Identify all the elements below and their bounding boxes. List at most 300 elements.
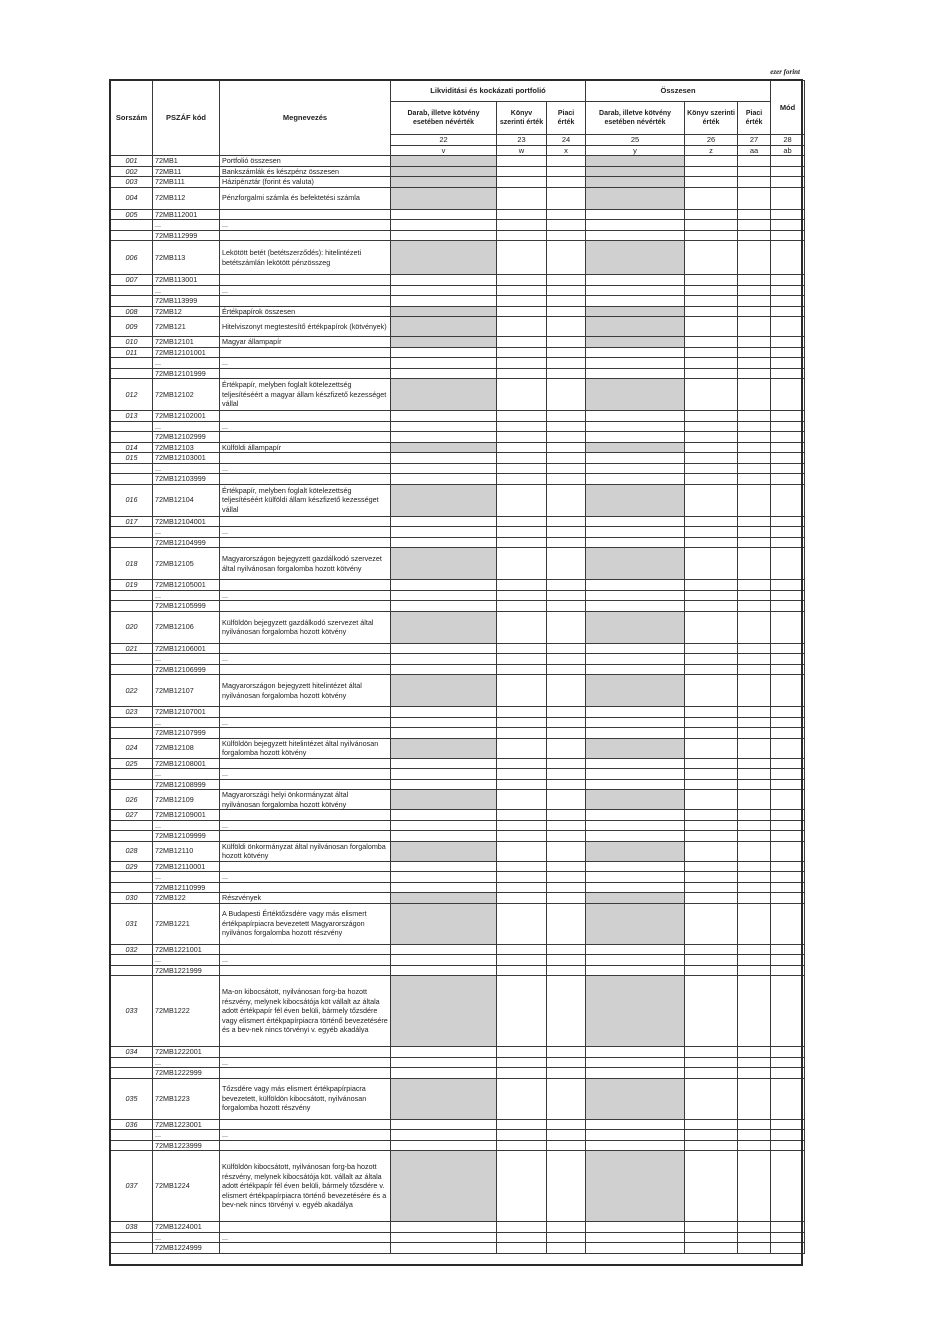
cell-mod[interactable]	[771, 580, 805, 591]
cell-piaci-osszesen[interactable]	[738, 717, 771, 728]
cell-piaci-osszesen[interactable]	[738, 177, 771, 188]
cell-piaci-osszesen[interactable]	[738, 1222, 771, 1233]
cell-piaci-osszesen[interactable]	[738, 484, 771, 516]
cell-konyv-osszesen[interactable]	[685, 675, 738, 707]
cell-darab-osszesen[interactable]	[586, 769, 685, 780]
cell-darab-portfolio[interactable]	[391, 516, 497, 527]
cell-piaci-portfolio[interactable]	[547, 463, 586, 474]
cell-piaci-portfolio[interactable]	[547, 421, 586, 432]
cell-piaci-portfolio[interactable]	[547, 516, 586, 527]
cell-mod[interactable]	[771, 537, 805, 548]
cell-konyv-osszesen[interactable]	[685, 1119, 738, 1130]
cell-darab-osszesen[interactable]	[586, 1078, 685, 1119]
cell-konyv-osszesen[interactable]	[685, 707, 738, 718]
cell-konyv-portfolio[interactable]	[497, 230, 547, 241]
cell-piaci-portfolio[interactable]	[547, 187, 586, 209]
cell-konyv-osszesen[interactable]	[685, 209, 738, 220]
cell-darab-osszesen[interactable]	[586, 1232, 685, 1243]
cell-piaci-portfolio[interactable]	[547, 474, 586, 485]
cell-darab-portfolio[interactable]	[391, 580, 497, 591]
cell-piaci-osszesen[interactable]	[738, 738, 771, 758]
cell-konyv-portfolio[interactable]	[497, 241, 547, 275]
cell-konyv-osszesen[interactable]	[685, 187, 738, 209]
cell-konyv-osszesen[interactable]	[685, 166, 738, 177]
cell-piaci-osszesen[interactable]	[738, 1130, 771, 1141]
cell-piaci-portfolio[interactable]	[547, 166, 586, 177]
cell-darab-osszesen[interactable]	[586, 1068, 685, 1079]
cell-piaci-osszesen[interactable]	[738, 1057, 771, 1068]
cell-mod[interactable]	[771, 1119, 805, 1130]
cell-darab-osszesen[interactable]	[586, 955, 685, 966]
cell-konyv-osszesen[interactable]	[685, 275, 738, 286]
cell-darab-portfolio[interactable]	[391, 1222, 497, 1233]
cell-konyv-osszesen[interactable]	[685, 1140, 738, 1151]
cell-piaci-osszesen[interactable]	[738, 664, 771, 675]
cell-konyv-portfolio[interactable]	[497, 177, 547, 188]
cell-piaci-portfolio[interactable]	[547, 664, 586, 675]
cell-piaci-osszesen[interactable]	[738, 537, 771, 548]
cell-darab-osszesen[interactable]	[586, 347, 685, 358]
cell-piaci-portfolio[interactable]	[547, 611, 586, 643]
cell-darab-portfolio[interactable]	[391, 643, 497, 654]
cell-darab-portfolio[interactable]	[391, 831, 497, 842]
cell-darab-portfolio[interactable]	[391, 944, 497, 955]
cell-piaci-portfolio[interactable]	[547, 527, 586, 538]
cell-konyv-portfolio[interactable]	[497, 421, 547, 432]
cell-darab-portfolio[interactable]	[391, 337, 497, 348]
cell-mod[interactable]	[771, 548, 805, 580]
cell-darab-osszesen[interactable]	[586, 675, 685, 707]
cell-darab-portfolio[interactable]	[391, 1151, 497, 1222]
cell-darab-portfolio[interactable]	[391, 664, 497, 675]
cell-darab-osszesen[interactable]	[586, 944, 685, 955]
cell-konyv-portfolio[interactable]	[497, 1243, 547, 1254]
cell-darab-portfolio[interactable]	[391, 1232, 497, 1243]
cell-mod[interactable]	[771, 306, 805, 317]
cell-piaci-osszesen[interactable]	[738, 779, 771, 790]
cell-piaci-portfolio[interactable]	[547, 903, 586, 944]
cell-konyv-osszesen[interactable]	[685, 1047, 738, 1058]
cell-konyv-osszesen[interactable]	[685, 861, 738, 872]
cell-piaci-osszesen[interactable]	[738, 275, 771, 286]
cell-mod[interactable]	[771, 421, 805, 432]
cell-konyv-portfolio[interactable]	[497, 1047, 547, 1058]
cell-konyv-osszesen[interactable]	[685, 643, 738, 654]
cell-konyv-portfolio[interactable]	[497, 187, 547, 209]
cell-darab-portfolio[interactable]	[391, 187, 497, 209]
cell-piaci-portfolio[interactable]	[547, 1047, 586, 1058]
cell-piaci-osszesen[interactable]	[738, 643, 771, 654]
cell-piaci-portfolio[interactable]	[547, 944, 586, 955]
cell-mod[interactable]	[771, 769, 805, 780]
cell-piaci-osszesen[interactable]	[738, 820, 771, 831]
cell-darab-osszesen[interactable]	[586, 474, 685, 485]
cell-konyv-portfolio[interactable]	[497, 442, 547, 453]
cell-konyv-portfolio[interactable]	[497, 432, 547, 443]
cell-darab-portfolio[interactable]	[391, 209, 497, 220]
cell-darab-osszesen[interactable]	[586, 820, 685, 831]
cell-piaci-osszesen[interactable]	[738, 230, 771, 241]
cell-konyv-osszesen[interactable]	[685, 664, 738, 675]
cell-piaci-osszesen[interactable]	[738, 810, 771, 821]
cell-piaci-osszesen[interactable]	[738, 241, 771, 275]
cell-konyv-portfolio[interactable]	[497, 882, 547, 893]
cell-piaci-portfolio[interactable]	[547, 317, 586, 337]
cell-konyv-portfolio[interactable]	[497, 296, 547, 307]
cell-piaci-osszesen[interactable]	[738, 411, 771, 422]
cell-piaci-osszesen[interactable]	[738, 442, 771, 453]
cell-konyv-portfolio[interactable]	[497, 580, 547, 591]
cell-konyv-osszesen[interactable]	[685, 1068, 738, 1079]
cell-mod[interactable]	[771, 241, 805, 275]
cell-konyv-portfolio[interactable]	[497, 453, 547, 464]
cell-piaci-osszesen[interactable]	[738, 432, 771, 443]
cell-piaci-osszesen[interactable]	[738, 1151, 771, 1222]
cell-piaci-portfolio[interactable]	[547, 707, 586, 718]
cell-konyv-portfolio[interactable]	[497, 1232, 547, 1243]
cell-piaci-osszesen[interactable]	[738, 187, 771, 209]
cell-mod[interactable]	[771, 944, 805, 955]
cell-darab-portfolio[interactable]	[391, 955, 497, 966]
cell-mod[interactable]	[771, 872, 805, 883]
cell-piaci-osszesen[interactable]	[738, 976, 771, 1047]
cell-mod[interactable]	[771, 230, 805, 241]
cell-darab-osszesen[interactable]	[586, 241, 685, 275]
cell-konyv-portfolio[interactable]	[497, 411, 547, 422]
cell-mod[interactable]	[771, 643, 805, 654]
cell-konyv-osszesen[interactable]	[685, 758, 738, 769]
cell-konyv-osszesen[interactable]	[685, 432, 738, 443]
cell-konyv-portfolio[interactable]	[497, 769, 547, 780]
cell-konyv-osszesen[interactable]	[685, 317, 738, 337]
cell-darab-portfolio[interactable]	[391, 965, 497, 976]
cell-konyv-osszesen[interactable]	[685, 1232, 738, 1243]
cell-darab-osszesen[interactable]	[586, 872, 685, 883]
cell-darab-osszesen[interactable]	[586, 209, 685, 220]
cell-piaci-portfolio[interactable]	[547, 861, 586, 872]
cell-piaci-osszesen[interactable]	[738, 347, 771, 358]
cell-mod[interactable]	[771, 516, 805, 527]
cell-piaci-portfolio[interactable]	[547, 230, 586, 241]
cell-konyv-portfolio[interactable]	[497, 220, 547, 231]
cell-konyv-portfolio[interactable]	[497, 955, 547, 966]
cell-piaci-osszesen[interactable]	[738, 1140, 771, 1151]
cell-konyv-portfolio[interactable]	[497, 474, 547, 485]
cell-darab-portfolio[interactable]	[391, 1068, 497, 1079]
cell-konyv-portfolio[interactable]	[497, 358, 547, 369]
cell-piaci-portfolio[interactable]	[547, 1232, 586, 1243]
cell-darab-portfolio[interactable]	[391, 306, 497, 317]
cell-piaci-osszesen[interactable]	[738, 296, 771, 307]
cell-darab-osszesen[interactable]	[586, 654, 685, 665]
cell-piaci-osszesen[interactable]	[738, 317, 771, 337]
cell-mod[interactable]	[771, 527, 805, 538]
cell-konyv-osszesen[interactable]	[685, 790, 738, 810]
cell-piaci-portfolio[interactable]	[547, 453, 586, 464]
cell-konyv-osszesen[interactable]	[685, 285, 738, 296]
cell-piaci-portfolio[interactable]	[547, 717, 586, 728]
cell-piaci-portfolio[interactable]	[547, 1151, 586, 1222]
cell-mod[interactable]	[771, 209, 805, 220]
cell-mod[interactable]	[771, 1140, 805, 1151]
cell-piaci-portfolio[interactable]	[547, 1057, 586, 1068]
cell-darab-portfolio[interactable]	[391, 1047, 497, 1058]
cell-piaci-portfolio[interactable]	[547, 548, 586, 580]
cell-konyv-osszesen[interactable]	[685, 976, 738, 1047]
cell-mod[interactable]	[771, 728, 805, 739]
cell-darab-osszesen[interactable]	[586, 537, 685, 548]
cell-mod[interactable]	[771, 285, 805, 296]
cell-mod[interactable]	[771, 1232, 805, 1243]
cell-darab-osszesen[interactable]	[586, 1222, 685, 1233]
cell-piaci-osszesen[interactable]	[738, 861, 771, 872]
cell-piaci-osszesen[interactable]	[738, 611, 771, 643]
cell-mod[interactable]	[771, 474, 805, 485]
cell-darab-osszesen[interactable]	[586, 810, 685, 821]
cell-darab-osszesen[interactable]	[586, 1057, 685, 1068]
cell-darab-portfolio[interactable]	[391, 368, 497, 379]
cell-mod[interactable]	[771, 601, 805, 612]
cell-piaci-portfolio[interactable]	[547, 831, 586, 842]
cell-piaci-osszesen[interactable]	[738, 285, 771, 296]
cell-darab-portfolio[interactable]	[391, 1119, 497, 1130]
cell-konyv-osszesen[interactable]	[685, 527, 738, 538]
cell-darab-osszesen[interactable]	[586, 590, 685, 601]
cell-konyv-osszesen[interactable]	[685, 654, 738, 665]
cell-mod[interactable]	[771, 432, 805, 443]
cell-piaci-osszesen[interactable]	[738, 831, 771, 842]
cell-mod[interactable]	[771, 1057, 805, 1068]
cell-piaci-portfolio[interactable]	[547, 601, 586, 612]
cell-konyv-portfolio[interactable]	[497, 379, 547, 411]
cell-darab-osszesen[interactable]	[586, 643, 685, 654]
cell-darab-osszesen[interactable]	[586, 368, 685, 379]
cell-darab-osszesen[interactable]	[586, 738, 685, 758]
cell-konyv-portfolio[interactable]	[497, 664, 547, 675]
cell-darab-portfolio[interactable]	[391, 654, 497, 665]
cell-konyv-osszesen[interactable]	[685, 893, 738, 904]
cell-darab-portfolio[interactable]	[391, 156, 497, 167]
cell-konyv-osszesen[interactable]	[685, 241, 738, 275]
cell-darab-osszesen[interactable]	[586, 484, 685, 516]
cell-mod[interactable]	[771, 1151, 805, 1222]
cell-darab-portfolio[interactable]	[391, 717, 497, 728]
cell-darab-osszesen[interactable]	[586, 707, 685, 718]
cell-darab-portfolio[interactable]	[391, 976, 497, 1047]
cell-konyv-portfolio[interactable]	[497, 872, 547, 883]
cell-konyv-osszesen[interactable]	[685, 516, 738, 527]
cell-konyv-portfolio[interactable]	[497, 758, 547, 769]
cell-mod[interactable]	[771, 965, 805, 976]
cell-piaci-osszesen[interactable]	[738, 590, 771, 601]
cell-darab-osszesen[interactable]	[586, 411, 685, 422]
cell-piaci-osszesen[interactable]	[738, 527, 771, 538]
cell-darab-osszesen[interactable]	[586, 432, 685, 443]
cell-darab-portfolio[interactable]	[391, 474, 497, 485]
cell-konyv-portfolio[interactable]	[497, 1222, 547, 1233]
cell-piaci-portfolio[interactable]	[547, 790, 586, 810]
cell-mod[interactable]	[771, 358, 805, 369]
cell-mod[interactable]	[771, 590, 805, 601]
cell-konyv-portfolio[interactable]	[497, 317, 547, 337]
cell-konyv-osszesen[interactable]	[685, 717, 738, 728]
cell-konyv-osszesen[interactable]	[685, 1222, 738, 1233]
cell-konyv-portfolio[interactable]	[497, 527, 547, 538]
cell-piaci-portfolio[interactable]	[547, 841, 586, 861]
cell-piaci-portfolio[interactable]	[547, 347, 586, 358]
cell-mod[interactable]	[771, 841, 805, 861]
cell-konyv-portfolio[interactable]	[497, 337, 547, 348]
cell-piaci-portfolio[interactable]	[547, 965, 586, 976]
cell-piaci-portfolio[interactable]	[547, 442, 586, 453]
cell-piaci-osszesen[interactable]	[738, 453, 771, 464]
cell-konyv-portfolio[interactable]	[497, 611, 547, 643]
cell-darab-osszesen[interactable]	[586, 548, 685, 580]
cell-piaci-osszesen[interactable]	[738, 368, 771, 379]
cell-mod[interactable]	[771, 1068, 805, 1079]
cell-darab-osszesen[interactable]	[586, 893, 685, 904]
cell-piaci-osszesen[interactable]	[738, 872, 771, 883]
cell-darab-osszesen[interactable]	[586, 601, 685, 612]
cell-konyv-osszesen[interactable]	[685, 769, 738, 780]
cell-mod[interactable]	[771, 220, 805, 231]
cell-piaci-portfolio[interactable]	[547, 590, 586, 601]
cell-piaci-osszesen[interactable]	[738, 580, 771, 591]
cell-darab-osszesen[interactable]	[586, 230, 685, 241]
cell-konyv-portfolio[interactable]	[497, 717, 547, 728]
cell-piaci-osszesen[interactable]	[738, 893, 771, 904]
cell-mod[interactable]	[771, 779, 805, 790]
cell-konyv-osszesen[interactable]	[685, 177, 738, 188]
cell-konyv-portfolio[interactable]	[497, 790, 547, 810]
cell-darab-osszesen[interactable]	[586, 1151, 685, 1222]
cell-mod[interactable]	[771, 166, 805, 177]
cell-darab-portfolio[interactable]	[391, 1130, 497, 1141]
cell-piaci-portfolio[interactable]	[547, 643, 586, 654]
cell-piaci-osszesen[interactable]	[738, 474, 771, 485]
cell-darab-osszesen[interactable]	[586, 758, 685, 769]
cell-darab-osszesen[interactable]	[586, 463, 685, 474]
cell-konyv-portfolio[interactable]	[497, 944, 547, 955]
cell-piaci-portfolio[interactable]	[547, 241, 586, 275]
cell-konyv-osszesen[interactable]	[685, 421, 738, 432]
cell-piaci-portfolio[interactable]	[547, 1130, 586, 1141]
cell-konyv-portfolio[interactable]	[497, 779, 547, 790]
cell-darab-portfolio[interactable]	[391, 810, 497, 821]
cell-darab-portfolio[interactable]	[391, 1243, 497, 1254]
cell-konyv-portfolio[interactable]	[497, 810, 547, 821]
cell-konyv-portfolio[interactable]	[497, 306, 547, 317]
cell-darab-portfolio[interactable]	[391, 220, 497, 231]
cell-piaci-portfolio[interactable]	[547, 275, 586, 286]
cell-piaci-portfolio[interactable]	[547, 296, 586, 307]
cell-darab-osszesen[interactable]	[586, 861, 685, 872]
cell-piaci-portfolio[interactable]	[547, 368, 586, 379]
cell-darab-osszesen[interactable]	[586, 1140, 685, 1151]
cell-darab-portfolio[interactable]	[391, 177, 497, 188]
cell-mod[interactable]	[771, 411, 805, 422]
cell-piaci-portfolio[interactable]	[547, 379, 586, 411]
cell-piaci-portfolio[interactable]	[547, 882, 586, 893]
cell-mod[interactable]	[771, 463, 805, 474]
cell-mod[interactable]	[771, 861, 805, 872]
cell-piaci-portfolio[interactable]	[547, 893, 586, 904]
cell-mod[interactable]	[771, 296, 805, 307]
cell-konyv-portfolio[interactable]	[497, 1119, 547, 1130]
cell-darab-portfolio[interactable]	[391, 537, 497, 548]
cell-piaci-osszesen[interactable]	[738, 358, 771, 369]
cell-darab-portfolio[interactable]	[391, 432, 497, 443]
cell-darab-portfolio[interactable]	[391, 861, 497, 872]
cell-piaci-portfolio[interactable]	[547, 177, 586, 188]
cell-darab-osszesen[interactable]	[586, 285, 685, 296]
cell-darab-osszesen[interactable]	[586, 275, 685, 286]
cell-darab-portfolio[interactable]	[391, 548, 497, 580]
cell-piaci-portfolio[interactable]	[547, 779, 586, 790]
cell-konyv-portfolio[interactable]	[497, 707, 547, 718]
cell-piaci-portfolio[interactable]	[547, 337, 586, 348]
cell-piaci-osszesen[interactable]	[738, 1119, 771, 1130]
cell-darab-portfolio[interactable]	[391, 442, 497, 453]
cell-mod[interactable]	[771, 1130, 805, 1141]
cell-konyv-osszesen[interactable]	[685, 442, 738, 453]
cell-darab-osszesen[interactable]	[586, 611, 685, 643]
cell-piaci-osszesen[interactable]	[738, 965, 771, 976]
cell-mod[interactable]	[771, 1078, 805, 1119]
cell-konyv-portfolio[interactable]	[497, 861, 547, 872]
cell-konyv-osszesen[interactable]	[685, 611, 738, 643]
cell-darab-portfolio[interactable]	[391, 790, 497, 810]
cell-mod[interactable]	[771, 275, 805, 286]
cell-piaci-portfolio[interactable]	[547, 220, 586, 231]
cell-darab-portfolio[interactable]	[391, 1078, 497, 1119]
cell-darab-portfolio[interactable]	[391, 590, 497, 601]
cell-konyv-osszesen[interactable]	[685, 1130, 738, 1141]
cell-darab-portfolio[interactable]	[391, 903, 497, 944]
cell-darab-osszesen[interactable]	[586, 516, 685, 527]
cell-darab-portfolio[interactable]	[391, 1057, 497, 1068]
cell-piaci-osszesen[interactable]	[738, 882, 771, 893]
cell-piaci-osszesen[interactable]	[738, 769, 771, 780]
cell-darab-portfolio[interactable]	[391, 484, 497, 516]
cell-piaci-osszesen[interactable]	[738, 1078, 771, 1119]
cell-darab-osszesen[interactable]	[586, 421, 685, 432]
cell-konyv-portfolio[interactable]	[497, 285, 547, 296]
cell-darab-osszesen[interactable]	[586, 965, 685, 976]
cell-konyv-portfolio[interactable]	[497, 1140, 547, 1151]
cell-darab-osszesen[interactable]	[586, 1047, 685, 1058]
cell-darab-osszesen[interactable]	[586, 177, 685, 188]
cell-piaci-portfolio[interactable]	[547, 537, 586, 548]
cell-piaci-portfolio[interactable]	[547, 285, 586, 296]
cell-piaci-portfolio[interactable]	[547, 1243, 586, 1254]
cell-konyv-osszesen[interactable]	[685, 156, 738, 167]
cell-darab-osszesen[interactable]	[586, 156, 685, 167]
cell-darab-portfolio[interactable]	[391, 769, 497, 780]
cell-piaci-osszesen[interactable]	[738, 707, 771, 718]
cell-konyv-osszesen[interactable]	[685, 306, 738, 317]
cell-darab-portfolio[interactable]	[391, 241, 497, 275]
cell-konyv-portfolio[interactable]	[497, 903, 547, 944]
cell-piaci-portfolio[interactable]	[547, 358, 586, 369]
cell-mod[interactable]	[771, 664, 805, 675]
cell-piaci-osszesen[interactable]	[738, 306, 771, 317]
cell-mod[interactable]	[771, 1222, 805, 1233]
cell-piaci-portfolio[interactable]	[547, 976, 586, 1047]
cell-piaci-portfolio[interactable]	[547, 306, 586, 317]
cell-konyv-osszesen[interactable]	[685, 1057, 738, 1068]
cell-konyv-portfolio[interactable]	[497, 156, 547, 167]
